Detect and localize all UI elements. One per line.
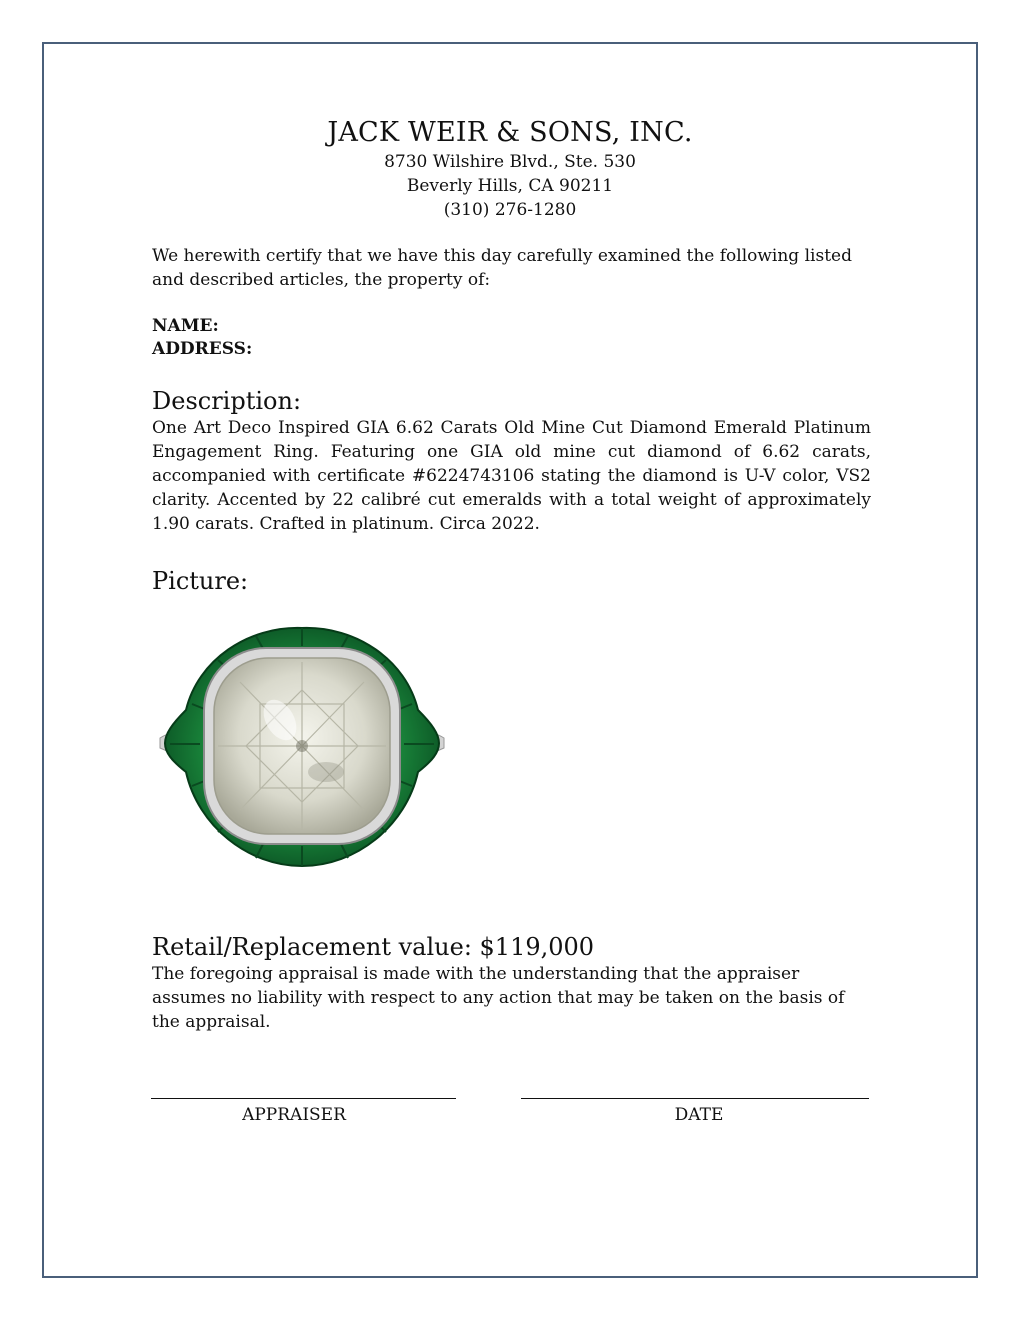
appraiser-signature-line [151, 1098, 456, 1099]
address-label: ADDRESS: [152, 339, 253, 359]
company-name: JACK WEIR & SONS, INC. [327, 117, 693, 148]
address-line-1: 8730 Wilshire Blvd., Ste. 530 [384, 152, 636, 172]
date-signature-line [521, 1098, 869, 1099]
liability-disclaimer: The foregoing appraisal is made with the understanding that the appraiser assumes no liability with respect to any action that may be taken on the basis of the appraisal. [152, 964, 845, 1032]
certification-statement: We herewith certify that we have this day carefully examined the following listed and described articles, the property of: [152, 246, 852, 290]
address-line-2: Beverly Hills, CA 90211 [406, 176, 614, 196]
replacement-value-heading: Retail/Replacement value: $119,000 [152, 933, 595, 961]
description-text: One Art Deco Inspired GIA 6.62 Carats Old Mine Cut Diamond Emerald Platinum Engagement Ring. Featuring one GIA old mine cut diamond of 6.62 carats, accompanied with certificate #6224743106 stating the diamond is U-V color, VS2 clarity. Accented by 22 calibré cut emeralds with a total weight of approximately 1.90 carats. Crafted in platinum. Circa 2022. [152, 418, 871, 534]
phone-number: (310) 276-1280 [443, 200, 577, 220]
picture-heading: Picture: [152, 567, 249, 595]
date-label: DATE [674, 1105, 724, 1125]
description-heading: Description: [152, 387, 302, 415]
appraiser-label: APPRAISER [242, 1105, 346, 1125]
name-label: NAME: [152, 316, 219, 336]
ring-photo [156, 620, 448, 870]
letterhead [0, 116, 1020, 222]
owner-fields [152, 315, 871, 361]
